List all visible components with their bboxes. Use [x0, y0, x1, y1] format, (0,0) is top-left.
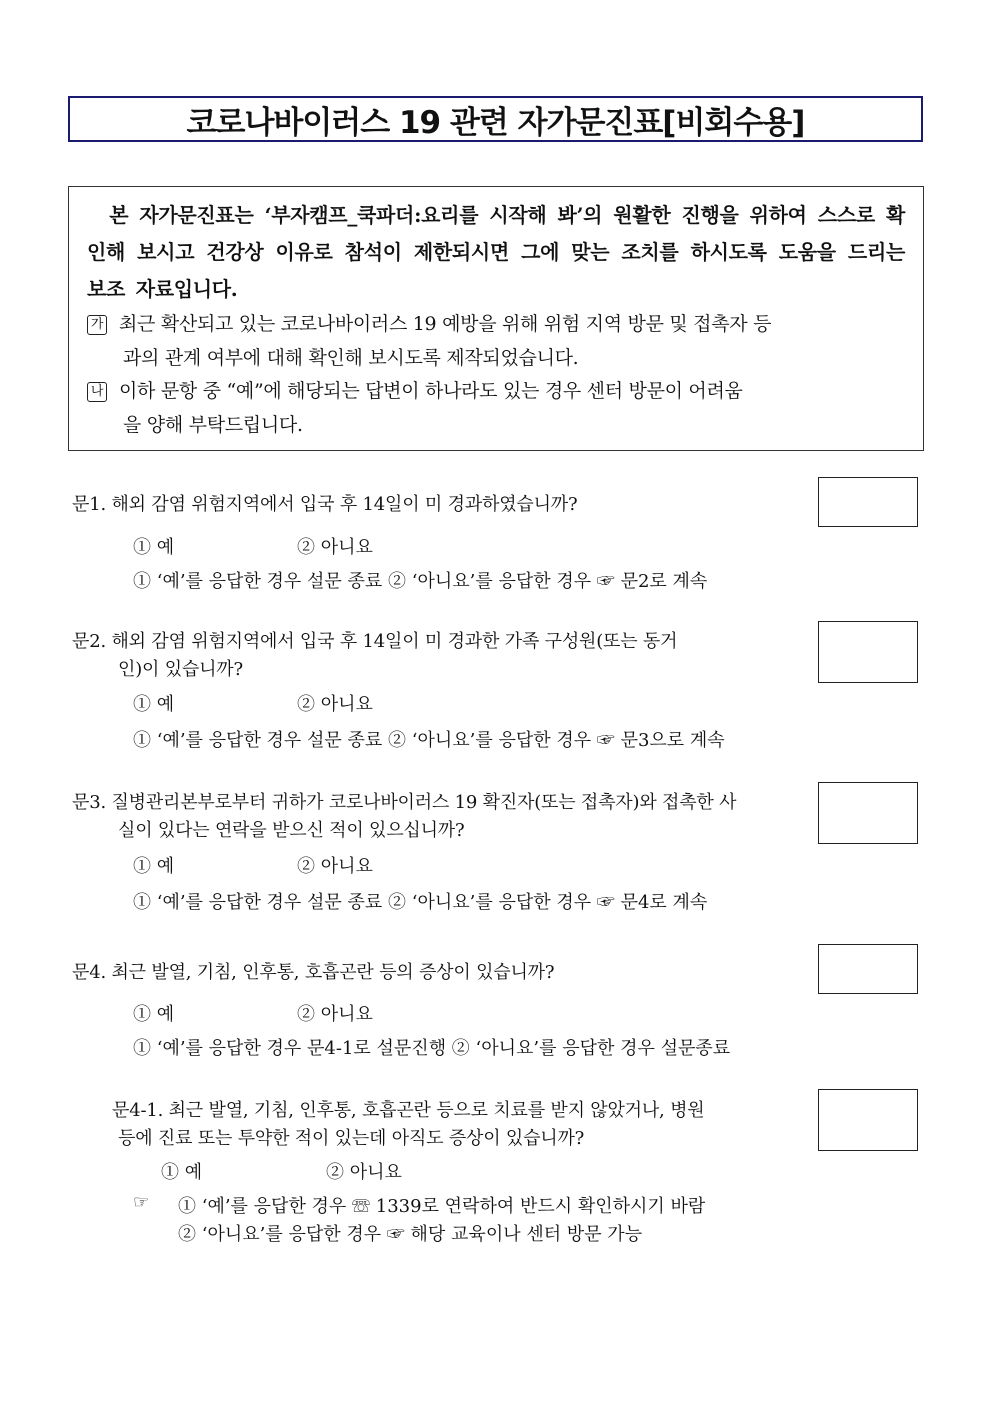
option-yes[interactable]: ① 예	[133, 694, 175, 715]
option-no[interactable]: ② 아니요	[326, 1162, 402, 1183]
title-box	[68, 96, 923, 142]
question-2-text-cont: 인)이 있습니까?	[118, 659, 243, 680]
pointer-icon: ☞	[133, 1192, 150, 1213]
question-1-rule: ① ‘예’를 응답한 경우 설문 종료 ② ‘아니요’를 응답한 경우 ☞ 문2로 계속	[133, 571, 708, 592]
option-no[interactable]: ② 아니요	[297, 537, 373, 558]
answer-box-4-1[interactable]	[818, 1089, 918, 1151]
page-title: 코로나바이러스 19 관련 자가문진표[비회수용]	[186, 104, 805, 141]
question-2-rule: ① ‘예’를 응답한 경우 설문 종료 ② ‘아니요’를 응답한 경우 ☞ 문3으로 계속	[133, 730, 725, 751]
note-ga	[87, 307, 905, 375]
note-line: 이하 문항 중 “예”에 해당되는 답변이 하나라도 있는 경우 센터 방문이 어려움	[119, 380, 743, 402]
intro-paragraph: 본 자가문진표는 ‘부자캠프_쿡파더:요리를 시작해 봐’의 원활한 진행을 위하여 스스로 확인해 보시고 건강상 이유로 참석이 제한되시면 그에 맞는 조치를 하시도록 도움을 드리는 보조 자료입니다.	[87, 203, 905, 301]
question-3-text: 문3. 질병관리본부로부터 귀하가 코로나바이러스 19 확진자(또는 접촉자)와 접촉한 사	[72, 792, 737, 813]
intro-text	[87, 197, 905, 308]
question-3-rule: ① ‘예’를 응답한 경우 설문 종료 ② ‘아니요’를 응답한 경우 ☞ 문4로 계속	[133, 892, 708, 913]
question-4-1-text-cont: 등에 진료 또는 투약한 적이 있는데 아직도 증상이 있습니까?	[118, 1128, 585, 1149]
answer-box-2[interactable]	[818, 621, 918, 683]
note-line: 과의 관계 여부에 대해 확인해 보시도록 제작되었습니다.	[123, 347, 579, 369]
note-line: 최근 확산되고 있는 코로나바이러스 19 예방을 위해 위험 지역 방문 및 접촉자 등	[119, 313, 772, 335]
option-no[interactable]: ② 아니요	[297, 1004, 373, 1025]
answer-box-3[interactable]	[818, 782, 918, 844]
option-yes[interactable]: ① 예	[133, 856, 175, 877]
option-yes[interactable]: ① 예	[133, 1004, 175, 1025]
question-4-1-rule-no: ② ‘아니요’를 응답한 경우 ☞ 해당 교육이나 센터 방문 가능	[178, 1224, 643, 1245]
note-mark-ga: 가	[87, 315, 107, 335]
question-2-text: 문2. 해외 감염 위험지역에서 입국 후 14일이 미 경과한 가족 구성원(또는 동거	[72, 631, 678, 652]
note-na	[87, 374, 905, 442]
note-mark-na: 나	[87, 382, 107, 402]
intro-box	[68, 186, 924, 451]
question-4-text: 문4. 최근 발열, 기침, 인후통, 호흡곤란 등의 증상이 있습니까?	[72, 962, 555, 983]
option-no[interactable]: ② 아니요	[297, 856, 373, 877]
answer-box-1[interactable]	[818, 477, 918, 527]
question-1-text: 문1. 해외 감염 위험지역에서 입국 후 14일이 미 경과하였습니까?	[72, 494, 578, 515]
option-yes[interactable]: ① 예	[133, 537, 175, 558]
question-3-text-cont: 실이 있다는 연락을 받으신 적이 있으십니까?	[118, 820, 465, 841]
question-4-1-rule-yes: ① ‘예’를 응답한 경우 ☏ 1339로 연락하여 반드시 확인하시기 바람	[178, 1196, 706, 1217]
answer-box-4[interactable]	[818, 944, 918, 994]
note-line: 을 양해 부탁드립니다.	[123, 414, 303, 436]
option-no[interactable]: ② 아니요	[297, 694, 373, 715]
question-4-rule: ① ‘예’를 응답한 경우 문4-1로 설문진행 ② ‘아니요’를 응답한 경우 설문종료	[133, 1038, 731, 1059]
question-4-1-text: 문4-1. 최근 발열, 기침, 인후통, 호흡곤란 등으로 치료를 받지 않았거나, 병원	[112, 1100, 705, 1121]
option-yes[interactable]: ① 예	[161, 1162, 203, 1183]
